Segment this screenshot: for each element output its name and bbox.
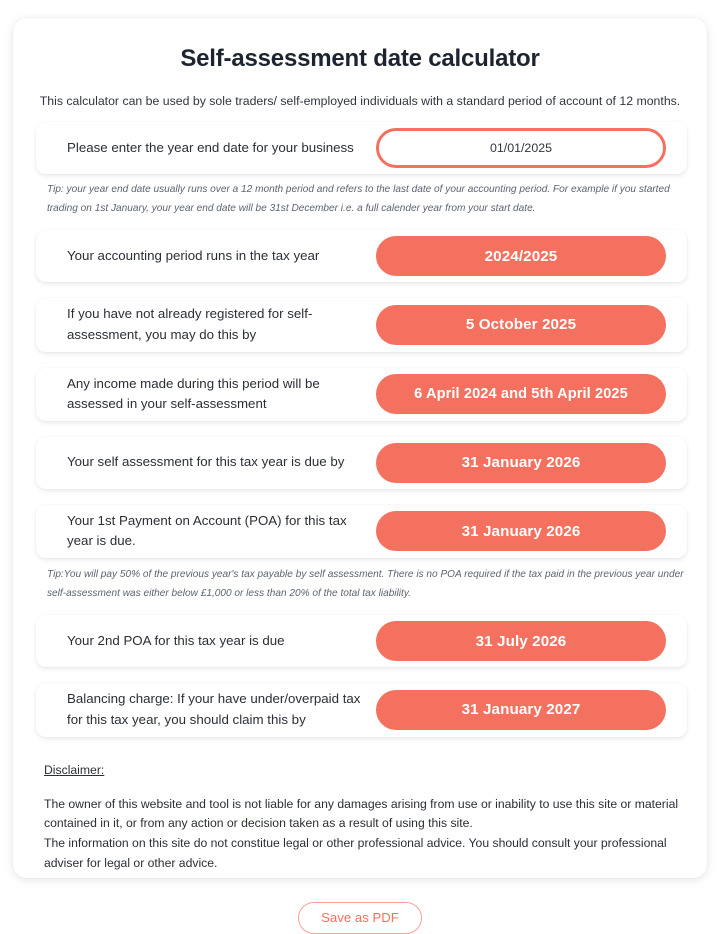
row-value-assessment-period <box>376 374 687 414</box>
row-first-poa <box>36 505 687 558</box>
row-label-self-assessment-due: Your self assessment for this tax year is due by <box>67 454 345 470</box>
row-value-first-poa <box>376 511 687 551</box>
disclaimer-body <box>44 795 681 874</box>
calculator-card <box>13 18 707 925</box>
pill-second-poa: 31 July 2026 <box>376 621 666 661</box>
rows-container <box>13 122 707 737</box>
row-tax-year <box>36 230 687 282</box>
row-label-year-end-date: Please enter the year end date for your business <box>67 139 354 155</box>
pill-registration-deadline: 5 October 2025 <box>376 305 666 345</box>
year-end-date-input[interactable] <box>376 128 666 168</box>
pill-self-assessment-due: 31 January 2026 <box>376 443 666 483</box>
row-value-tax-year <box>376 236 687 276</box>
disclaimer-paragraph-2: The information on this site do not constitue legal or other professional advice. You should consult your professional adviser for legal or other advice. <box>44 836 667 870</box>
row-label-tax-year: Your accounting period runs in the tax year <box>67 248 320 264</box>
row-label-balancing-charge: Balancing charge: If your have under/overpaid tax for this tax year, you should claim this by <box>67 691 361 727</box>
page-subtitle: This calculator can be used by sole traders/ self-employed individuals with a standard period of account of 12 months. <box>39 94 681 108</box>
row-second-poa <box>36 615 687 667</box>
row-label-assessment-period: Any income made during this period will be assessed in your self-assessment <box>67 375 320 412</box>
pill-tax-year: 2024/2025 <box>376 236 666 276</box>
row-label-registration-deadline: If you have not already registered for self-assessment, you may do this by <box>67 306 313 342</box>
pill-balancing-charge: 31 January 2027 <box>376 690 666 730</box>
row-label-first-poa: Your 1st Payment on Account (POA) for this tax year is due. <box>67 512 347 549</box>
row-balancing-charge <box>36 683 687 736</box>
disclaimer-paragraph-1: The owner of this website and tool is not liable for any damages arising from use or inability to use this site or material contained in it, or from any action or decision taken as a result of using this site. <box>44 796 679 831</box>
pill-assessment-period: 6 April 2024 and 5th April 2025 <box>376 374 666 414</box>
save-button-container <box>13 902 707 934</box>
row-assessment-period <box>36 368 687 421</box>
disclaimer <box>44 761 681 874</box>
row-value-self-assessment-due <box>376 443 687 483</box>
row-value-registration-deadline <box>376 305 687 345</box>
disclaimer-title: Disclaimer: <box>44 762 105 777</box>
row-label-second-poa: Your 2nd POA for this tax year is due <box>67 633 285 649</box>
row-value-balancing-charge <box>376 690 687 730</box>
row-value-year-end-date <box>376 128 687 168</box>
tip-poa: Tip:You will pay 50% of the previous year's tax payable by self assessment. There is no POA required if the tax paid in the previous year under self-assessment was either below £1,000 or less than 20% of the total tax liability. <box>47 568 684 599</box>
row-registration-deadline <box>36 298 687 351</box>
save-as-pdf-button[interactable]: Save as PDF <box>298 902 422 934</box>
row-year-end-date-input <box>36 122 687 174</box>
row-value-second-poa <box>376 621 687 661</box>
page-title: Self-assessment date calculator <box>180 45 540 72</box>
tip-year-end-date: Tip: your year end date usually runs over a 12 month period and refers to the last date of your accounting period. For example if you started trading on 1st January, your year end date will be 31st December i.e. a full calender year from your start date. <box>47 183 670 214</box>
pill-first-poa: 31 January 2026 <box>376 511 666 551</box>
row-self-assessment-due <box>36 437 687 489</box>
